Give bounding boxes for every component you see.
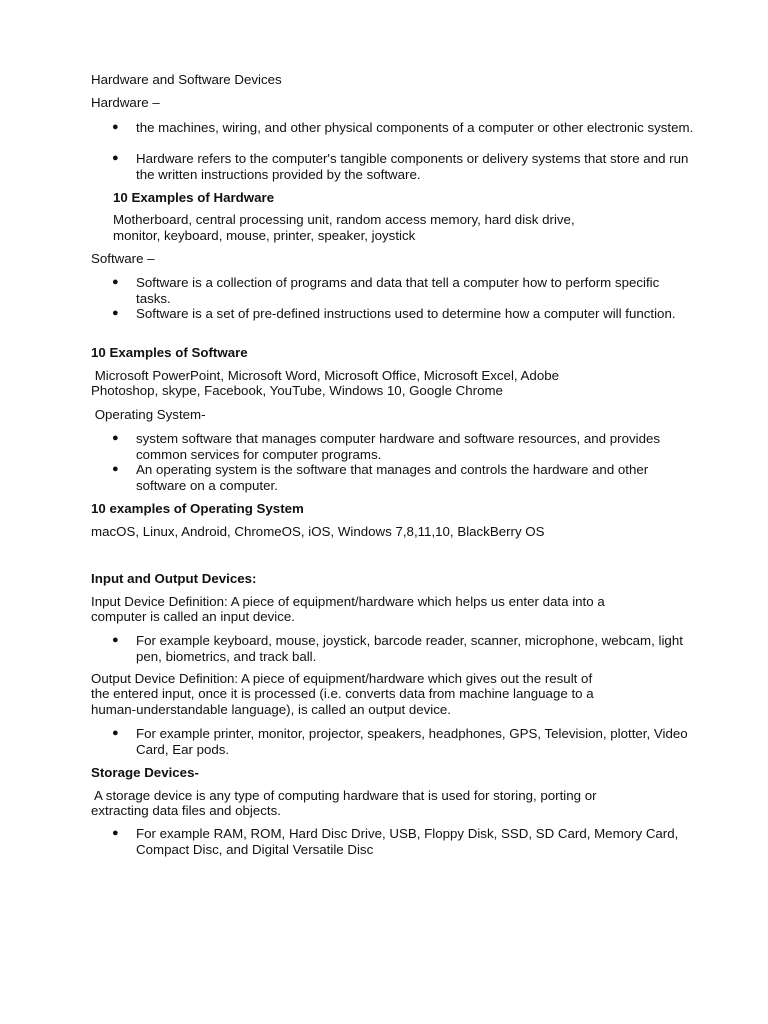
input-definition-line: computer is called an input device. [91, 609, 295, 624]
output-definition-line: human-understandable language), is called an output device. [91, 702, 452, 717]
list-item: system software that manages computer hardware and software resources, and provides common services for computer programs. [136, 431, 661, 462]
hardware-examples-line: monitor, keyboard, mouse, printer, speaker, joystick [113, 228, 416, 243]
os-examples-title: 10 examples of Operating System [91, 501, 304, 516]
os-examples: macOS, Linux, Android, ChromeOS, iOS, Windows 7,8,11,10, BlackBerry OS [91, 524, 545, 539]
bullet-icon: ● [112, 307, 119, 319]
hardware-examples-line: Motherboard, central processing unit, random access memory, hard disk drive, [113, 212, 575, 227]
list-item: Software is a set of pre-defined instructions used to determine how a computer will function. [136, 306, 676, 321]
software-examples-line: Photoshop, skype, Facebook, YouTube, Windows 10, Google Chrome [91, 383, 503, 398]
bullet-icon: ● [112, 276, 119, 288]
bullet-icon: ● [112, 463, 119, 475]
io-title: Input and Output Devices: [91, 571, 257, 586]
bullet-icon: ● [112, 634, 119, 646]
bullet-icon: ● [112, 432, 119, 444]
list-item: the machines, wiring, and other physical components of a computer or other electronic system. [136, 120, 694, 135]
list-item: Software is a collection of programs and data that tell a computer how to perform specific tasks. [136, 275, 660, 306]
list-item: For example printer, monitor, projector, speakers, headphones, GPS, Television, plotter, Video Card, Ear pods. [136, 726, 688, 757]
output-definition-line: Output Device Definition: A piece of equipment/hardware which gives out the result of [91, 671, 593, 686]
software-heading: Software – [91, 251, 155, 266]
software-examples-line: Microsoft PowerPoint, Microsoft Word, Microsoft Office, Microsoft Excel, Adobe [91, 368, 560, 383]
document-title: Hardware and Software Devices [91, 72, 282, 87]
bullet-icon: ● [112, 727, 119, 739]
storage-definition-line: extracting data files and objects. [91, 803, 281, 818]
storage-definition-line: A storage device is any type of computing hardware that is used for storing, porting or [91, 788, 597, 803]
software-examples-title: 10 Examples of Software [91, 345, 248, 360]
list-item: Hardware refers to the computer's tangible components or delivery systems that store and run the written instructions provided by the software. [136, 151, 689, 182]
bullet-icon: ● [112, 827, 119, 839]
bullet-icon: ● [112, 152, 119, 164]
input-definition-line: Input Device Definition: A piece of equipment/hardware which helps us enter data into a [91, 594, 605, 609]
list-item: For example keyboard, mouse, joystick, barcode reader, scanner, microphone, webcam, light pen, biometrics, and track ball. [136, 633, 683, 664]
bullet-icon: ● [112, 121, 119, 133]
list-item: For example RAM, ROM, Hard Disc Drive, USB, Floppy Disk, SSD, SD Card, Memory Card, Compact Disc, and Digital Versatile Disc [136, 826, 679, 857]
hardware-heading: Hardware – [91, 95, 160, 110]
os-heading: Operating System- [91, 407, 206, 422]
hardware-examples-title: 10 Examples of Hardware [113, 190, 275, 205]
list-item: An operating system is the software that manages and controls the hardware and other software on a computer. [136, 462, 649, 493]
output-definition-line: the entered input, once it is processed (i.e. converts data from machine language to a [91, 686, 594, 701]
storage-title: Storage Devices- [91, 765, 199, 780]
